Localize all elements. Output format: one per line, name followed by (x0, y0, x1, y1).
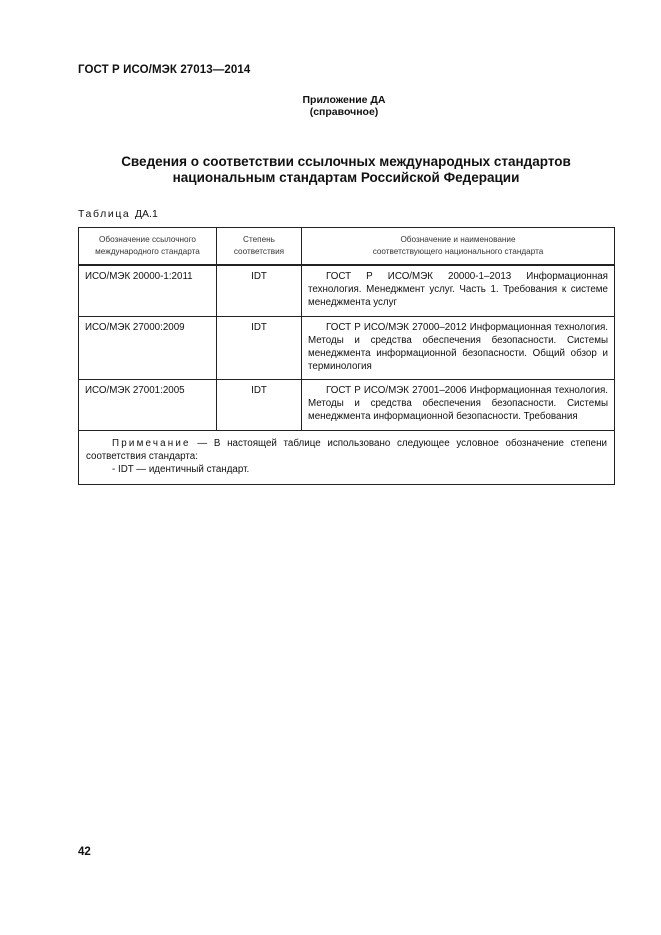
table-row (79, 317, 615, 380)
header-national-standard (302, 228, 615, 266)
page-title (78, 154, 614, 186)
table-row (79, 380, 615, 431)
document-header: ГОСТ Р ИСО/МЭК 27013—2014 (78, 64, 251, 76)
table-header-row (79, 228, 615, 266)
cell-national-standard: ГОСТ Р ИСО/МЭК 27001–2006 Информационная технология. Методы и средства обеспечения безопасности. Системы менеджмента информационной безопасности. Требования (302, 380, 615, 431)
table-row (79, 265, 615, 317)
table-caption (78, 208, 158, 220)
header-reference-standard (79, 228, 217, 266)
table-note (79, 431, 615, 485)
note-label: Примечание (112, 438, 191, 449)
appendix-title: Приложение ДА (302, 94, 386, 106)
page-title-line1: Сведения о соответствии ссылочных международных стандартов (121, 154, 571, 169)
table-note-row (79, 431, 615, 485)
header-degree (217, 228, 302, 266)
page-title-line2: национальным стандартам Российской Федерации (172, 170, 520, 185)
cell-reference-standard: ИСО/МЭК 27000:2009 (79, 317, 217, 380)
header-national-line1: Обозначение и наименование (400, 235, 516, 244)
header-reference-line2: международного стандарта (95, 247, 200, 256)
table-caption-number: ДА.1 (134, 208, 158, 220)
note-text: — В настоящей таблице использовано следующее условное обозначение степени соответствия стандарта: (86, 438, 607, 462)
note-item: - IDT — идентичный стандарт. (112, 464, 250, 475)
correspondence-table (78, 227, 615, 485)
header-reference-line1: Обозначение ссылочного (99, 235, 196, 244)
header-degree-line1: Степень (243, 235, 275, 244)
header-national-line2: соответствующего национального стандарта (372, 247, 544, 256)
header-degree-line2: соответствия (233, 247, 285, 256)
cell-degree: IDT (217, 317, 302, 380)
appendix-subtitle: (справочное) (309, 106, 379, 118)
table-caption-label: Таблица (78, 208, 131, 220)
cell-national-standard: ГОСТ Р ИСО/МЭК 27000–2012 Информационная технология. Методы и средства обеспечения безопасности. Системы менеджмента информационной безопасности. Общий обзор и терминология (302, 317, 615, 380)
cell-reference-standard: ИСО/МЭК 27001:2005 (79, 380, 217, 431)
cell-national-standard: ГОСТ Р ИСО/МЭК 20000-1–2013 Информационная технология. Менеджмент услуг. Часть 1. Требования к системе менеджмента услуг (302, 265, 615, 317)
cell-degree: IDT (217, 265, 302, 317)
cell-degree: IDT (217, 380, 302, 431)
appendix-heading (0, 94, 661, 118)
cell-reference-standard: ИСО/МЭК 20000-1:2011 (79, 265, 217, 317)
page-number: 42 (78, 846, 91, 858)
